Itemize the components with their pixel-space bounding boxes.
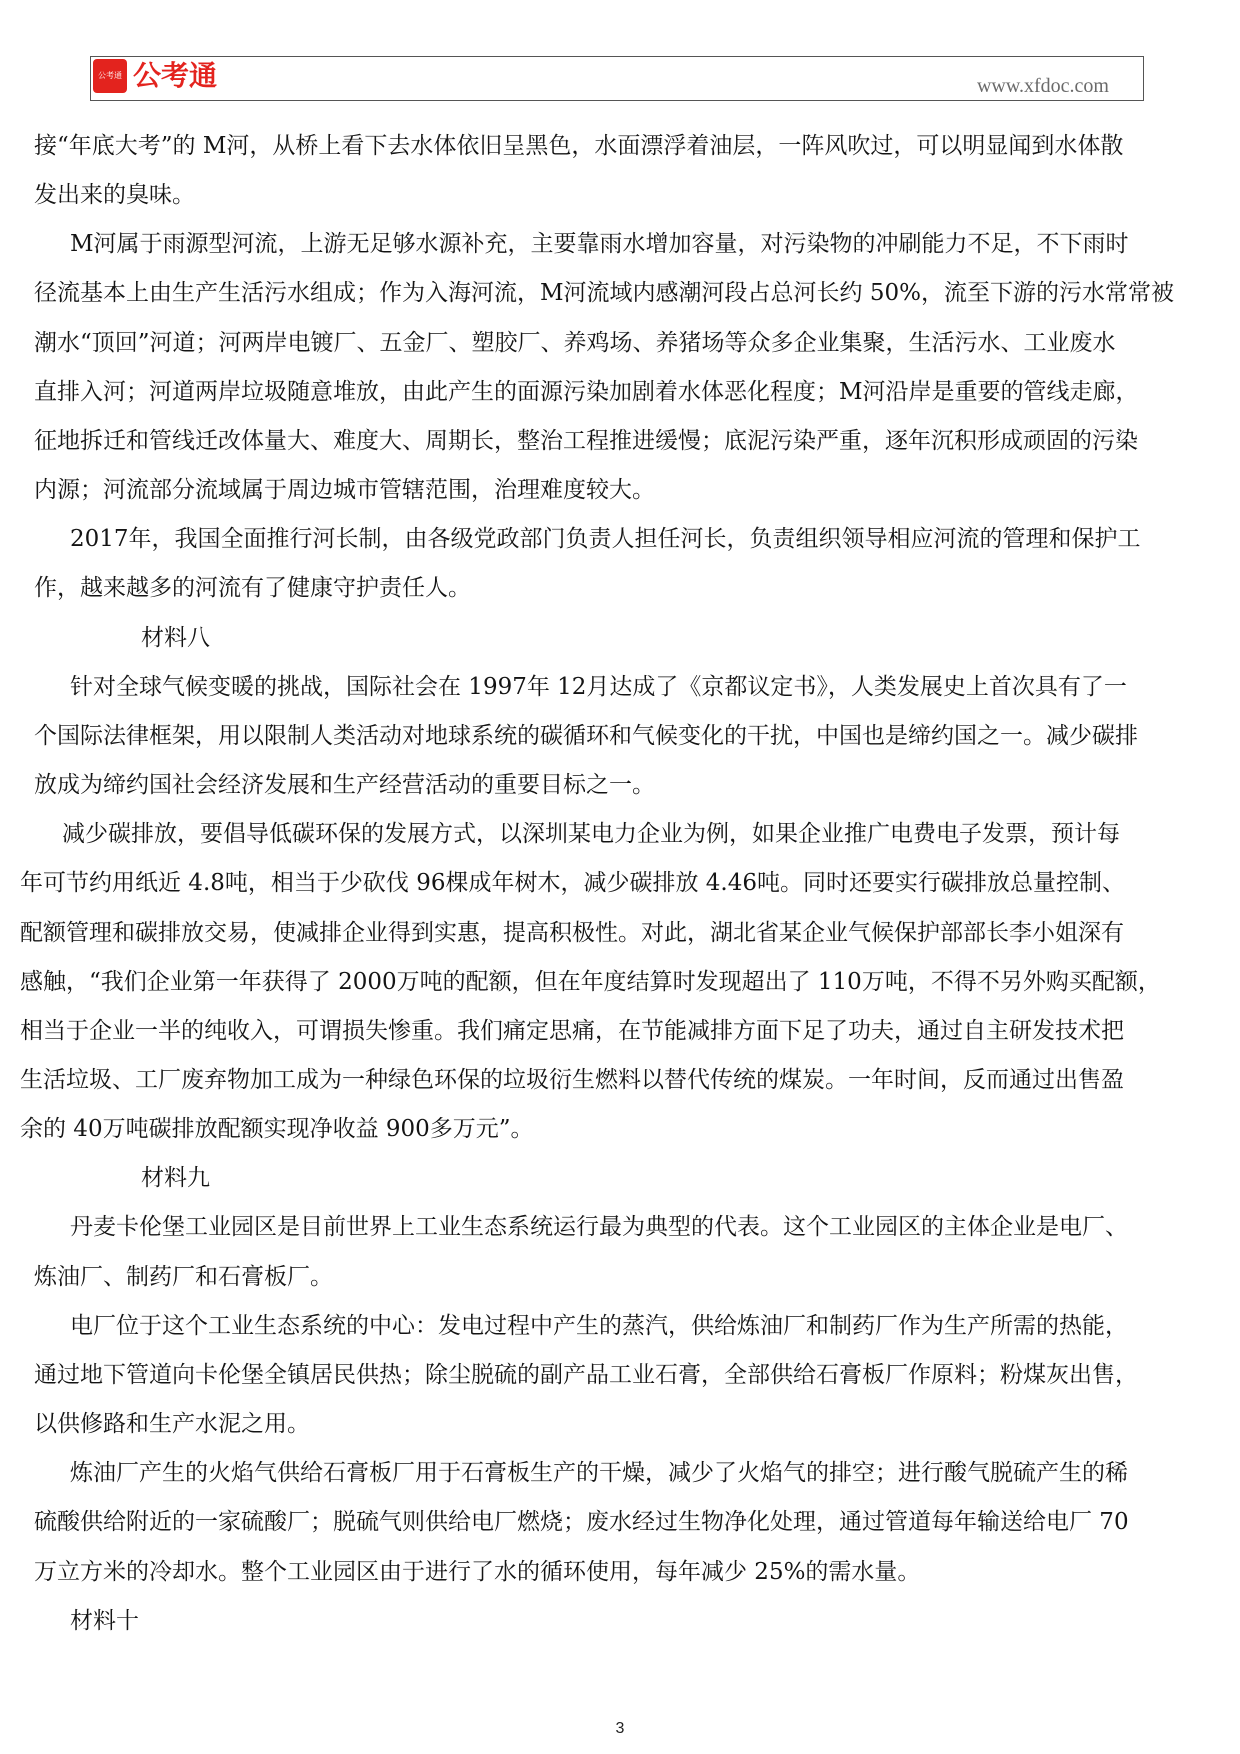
text-line: 发出来的臭味。 [34,182,195,209]
paragraph-first-line: 炼油厂产生的火焰气供给石膏板厂用于石膏板生产的干燥，减少了火焰气的排空；进行酸气脱硫产生的稀 [70,1460,1128,1487]
logo-text[interactable]: 公考通 [133,59,218,92]
paragraph-first-line: 电厂位于这个工业生态系统的中心：发电过程中产生的蒸汽，供给炼油厂和制药厂作为生产所需的热能， [70,1312,1128,1339]
text-line: 年可节约用纸近 4.8吨，相当于少砍伐 96棵成年树木，减少碳排放 4.46吨。同时还要实行碳排放总量控制、 [20,870,1125,897]
paragraph-first-line: 减少碳排放，要倡导低碳环保的发展方式，以深圳某电力企业为例，如果企业推广电费电子发票，预计每 [62,821,1120,848]
page-number: 3 [615,1720,625,1737]
page-header [90,56,1144,101]
text-line: 感触，“我们企业第一年获得了 2000万吨的配额，但在年度结算时发现超出了 110万吨，不得不另外购买配额， [20,968,1161,995]
text-line: 作，越来越多的河流有了健康守护责任人。 [34,575,471,602]
paragraph-first-line: 针对全球气候变暖的挑战，国际社会在 1997年 12月达成了《京都议定书》，人类发展史上首次具有了一 [70,673,1127,700]
paragraph-first-line: 2017年，我国全面推行河长制，由各级党政部门负责人担任河长，负责组织领导相应河流的管理和保护工 [70,526,1141,553]
text-line: 内源；河流部分流域属于周边城市管辖范围，治理难度较大。 [34,477,655,504]
text-line: 径流基本上由生产生活污水组成；作为入海河流，M河流域内感潮河段占总河长约 50%，流至下游的污水常常被 [34,280,1174,307]
logo-badge-icon[interactable]: 公考通 [93,59,127,93]
text-line: 通过地下管道向卡伦堡全镇居民供热；除尘脱硫的副产品工业石膏，全部供给石膏板厂作原料；粉煤灰出售， [34,1361,1138,1388]
text-line: 征地拆迁和管线迁改体量大、难度大、周期长，整治工程推进缓慢；底泥污染严重，逐年沉积形成顽固的污染 [34,427,1138,454]
paragraph-first-line: M河属于雨源型河流，上游无足够水源补充，主要靠雨水增加容量，对污染物的冲刷能力不足，不下雨时 [70,231,1129,258]
document-body [0,122,1240,1646]
text-line: 相当于企业一半的纯收入，可谓损失惨重。我们痛定思痛，在节能减排方面下足了功夫，通过自主研发技术把 [20,1017,1124,1044]
text-line: 万立方米的冷却水。整个工业园区由于进行了水的循环使用，每年减少 25%的需水量。 [34,1558,921,1585]
site-url[interactable]: www.xfdoc.com [976,75,1109,97]
section-heading: 材料八 [141,624,210,651]
text-line: 潮水“顶回”河道；河两岸电镀厂、五金厂、塑胶厂、养鸡场、养猪场等众多企业集聚，生活污水、工业废水 [34,329,1116,356]
text-line: 余的 40万吨碳排放配额实现净收益 900多万元”。 [20,1116,534,1143]
text-line: 直排入河；河道两岸垃圾随意堆放，由此产生的面源污染加剧着水体恶化程度；M河沿岸是重要的管线走廊， [34,378,1139,405]
text-line: 硫酸供给附近的一家硫酸厂；脱硫气则供给电厂燃烧；废水经过生物净化处理，通过管道每年输送给电厂 70 [34,1509,1129,1536]
text-line: 个国际法律框架，用以限制人类活动对地球系统的碳循环和气候变化的干扰，中国也是缔约国之一。减少碳排 [34,722,1138,749]
text-line: 放成为缔约国社会经济发展和生产经营活动的重要目标之一。 [34,772,655,799]
text-line: 接“年底大考”的 M河，从桥上看下去水体依旧呈黑色，水面漂浮着油层，一阵风吹过，可以明显闻到水体散 [34,133,1124,159]
text-line: 炼油厂、制药厂和石膏板厂。 [34,1263,333,1290]
section-heading: 材料九 [141,1165,210,1192]
section-heading: 材料十 [70,1607,139,1634]
text-line: 配额管理和碳排放交易，使减排企业得到实惠，提高积极性。对此，湖北省某企业气候保护部部长李小姐深有 [20,919,1124,946]
text-line: 生活垃圾、工厂废弃物加工成为一种绿色环保的垃圾衍生燃料以替代传统的煤炭。一年时间，反而通过出售盈 [20,1066,1124,1093]
paragraph-first-line: 丹麦卡伦堡工业园区是目前世界上工业生态系统运行最为典型的代表。这个工业园区的主体企业是电厂、 [70,1214,1128,1241]
text-line: 以供修路和生产水泥之用。 [34,1411,310,1438]
